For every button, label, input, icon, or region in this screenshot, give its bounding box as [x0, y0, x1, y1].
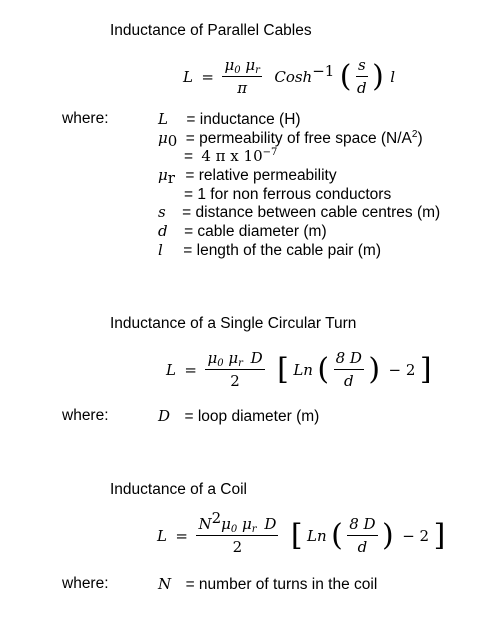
- formula-denominator: 2: [230, 372, 240, 390]
- d-symbol: D: [250, 349, 263, 367]
- def-symbol: l: [158, 241, 163, 259]
- mu-sub: 0: [234, 65, 241, 76]
- section-title-single-turn: Inductance of a Single Circular Turn: [110, 315, 357, 332]
- right-paren: ): [372, 59, 384, 94]
- def-text: [186, 130, 423, 147]
- right-bracket: ]: [433, 518, 446, 553]
- where-label-2: where:: [62, 407, 109, 424]
- left-bracket: [: [277, 352, 289, 387]
- cosh-label: Cosh: [274, 67, 313, 86]
- right-paren: ): [382, 518, 394, 553]
- d-symbol: D: [264, 515, 277, 533]
- def-row-D: [158, 407, 319, 426]
- formula-parallel-cables: [183, 56, 395, 97]
- ln-label: Ln: [307, 526, 327, 545]
- formula-lhs: L: [183, 67, 193, 86]
- section-title-parallel-cables: Inductance of Parallel Cables: [110, 22, 312, 39]
- mu-symbol: μ: [207, 349, 218, 367]
- formula-equals: =: [184, 360, 197, 379]
- def-row-mur: [158, 166, 337, 185]
- left-paren: (: [339, 59, 352, 94]
- mu-r-symbol: μ: [228, 349, 239, 367]
- inner-fraction: [356, 56, 368, 97]
- def-text: = distance between cable centres (m): [182, 204, 441, 221]
- mu-r-symbol: μ: [245, 56, 256, 74]
- def-math-main: 4 π x 10: [201, 147, 263, 165]
- formula-minus: − 2: [388, 360, 416, 379]
- def-row-N: [158, 575, 377, 594]
- def-symbol: s: [158, 203, 166, 221]
- mu-r-sub: r: [255, 65, 260, 76]
- n-symbol: N: [198, 515, 212, 533]
- mu-sub: 0: [230, 524, 238, 535]
- def-row-L: [158, 110, 301, 129]
- left-paren: (: [331, 518, 343, 553]
- def-text: = 1 for non ferrous conductors: [184, 186, 392, 203]
- def-text: = number of turns in the coil: [185, 576, 378, 593]
- mu-symbol: μ: [221, 515, 231, 533]
- def-text-main: = permeability of free space (N/A: [185, 130, 412, 147]
- mu-r-sub: r: [238, 358, 243, 369]
- inner-numerator: 8 D: [347, 515, 377, 536]
- inner-numerator: s: [356, 56, 368, 77]
- left-paren: (: [317, 352, 330, 387]
- def-text-sup: 2: [411, 129, 418, 140]
- formula-lhs: L: [157, 526, 167, 545]
- def-row-l: [158, 241, 381, 260]
- def-symbol: μ: [158, 129, 168, 147]
- inner-fraction: [334, 349, 364, 390]
- inner-denominator: d: [357, 538, 368, 556]
- formula-minus: − 2: [402, 526, 430, 545]
- formula-numerator: [205, 349, 264, 370]
- def-row-mur-value: [184, 186, 391, 204]
- formula-func: [274, 61, 335, 86]
- formula-denominator: 2: [232, 538, 243, 556]
- left-bracket: [: [290, 518, 303, 553]
- inner-fraction: [347, 515, 377, 556]
- formula-equals: =: [201, 67, 214, 86]
- ln-label: Ln: [293, 360, 313, 379]
- formula-coil: [157, 509, 446, 556]
- def-row-mu0-value: [184, 147, 277, 166]
- section-title-coil: Inductance of a Coil: [110, 481, 248, 498]
- mu-sub: 0: [217, 358, 224, 369]
- def-symbol: L: [158, 110, 168, 128]
- def-math-sup: −7: [262, 147, 278, 158]
- formula-fraction: [205, 349, 264, 390]
- formula-equals: =: [175, 526, 188, 545]
- where-label-1: where:: [62, 110, 109, 127]
- formula-fraction: [196, 509, 278, 556]
- right-bracket: ]: [419, 352, 432, 387]
- formula-numerator: [196, 509, 278, 536]
- mu-symbol: μ: [224, 56, 235, 74]
- def-row-s: [158, 203, 440, 222]
- mu-r-symbol: μ: [242, 515, 252, 533]
- def-text: = inductance (H): [186, 111, 301, 128]
- formula-tail: l: [390, 67, 396, 86]
- def-text: = loop diameter (m): [184, 408, 320, 425]
- def-symbol-sub: r: [167, 169, 175, 187]
- formula-fraction: [222, 56, 261, 97]
- def-text: = length of the cable pair (m): [183, 242, 381, 259]
- def-text: = relative permeability: [185, 167, 337, 184]
- mu-r-sub: r: [251, 524, 257, 535]
- where-label-3: where:: [62, 575, 109, 592]
- formula-denominator: π: [237, 79, 248, 97]
- def-math: [201, 147, 277, 165]
- def-text-after: ): [417, 130, 423, 147]
- def-symbol: d: [158, 222, 168, 240]
- inner-numerator: 8 D: [334, 349, 364, 370]
- inner-denominator: d: [357, 79, 367, 97]
- cosh-sup: −1: [312, 61, 335, 80]
- def-symbol: N: [158, 575, 172, 593]
- n-sup: 2: [211, 509, 222, 527]
- def-row-d: [158, 222, 327, 241]
- inner-denominator: d: [343, 372, 354, 390]
- formula-lhs: L: [166, 360, 176, 379]
- def-symbol-sub: 0: [167, 132, 178, 150]
- def-text: =: [184, 148, 198, 165]
- def-text: = cable diameter (m): [184, 223, 327, 240]
- def-row-mu0: [158, 129, 423, 148]
- formula-single-turn: [166, 349, 432, 390]
- right-paren: ): [368, 352, 381, 387]
- def-symbol: D: [158, 407, 171, 425]
- def-symbol: μ: [158, 166, 168, 184]
- formula-numerator: [222, 56, 261, 77]
